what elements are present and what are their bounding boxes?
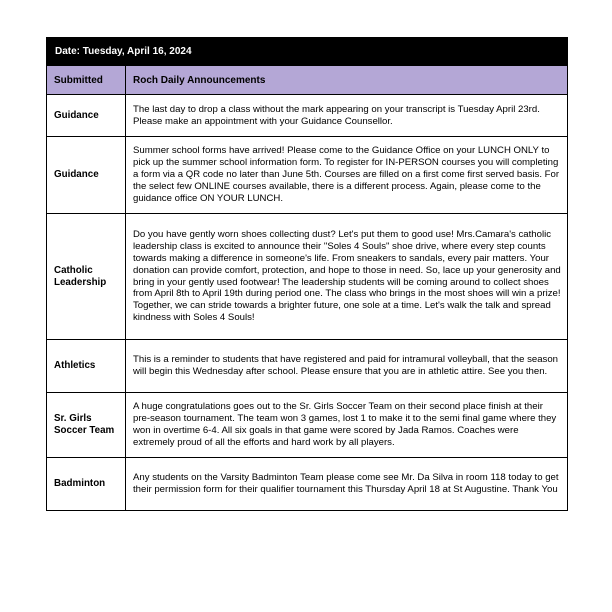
- table-row: [47, 393, 568, 458]
- date-label: Date: Tuesday, April 16, 2024: [47, 38, 568, 66]
- table-row: [47, 95, 568, 137]
- announcement-text: Summer school forms have arrived! Please come to the Guidance Office on your LUNCH ONLY to pick up the summer school information form. To register for IN-PERSON courses you will completing a form via a QR code no later than June 5th. Courses are filled on a first come first served basis. For the select few ONLINE courses available, there is a different process. Again, please come to the guidance office ON YOUR LUNCH.: [126, 137, 568, 214]
- announcement-text: Do you have gently worn shoes collecting dust? Let's put them to good use! Mrs.Camara's catholic leadership class is excited to announce their "Soles 4 Souls" shoe drive, where every step counts towards making a difference in someone's life. From sneakers to sandals, every pair matters. Your donation can provide comfort, protection, and hope to those in need. So, lace up your generosity and bring in your gently used footwear! The leadership students will be coming around to collect shoes from April 8th to April 19th during period one. The class who brings in the most shoes will win a prize! Together, we can stride towards a brighter future, one sole at a time. Let's walk the talk and spread kindness with Soles 4 Souls!: [126, 214, 568, 340]
- submitted-by: Guidance: [47, 137, 126, 214]
- announcement-text: Any students on the Varsity Badminton Team please come see Mr. Da Silva in room 118 today to get their permission form for their qualifier tournament this Thursday April 18 at St Augustine. Thank You: [126, 458, 568, 511]
- submitted-by: Sr. Girls Soccer Team: [47, 393, 126, 458]
- announcement-text: A huge congratulations goes out to the Sr. Girls Soccer Team on their second place finish at their pre-season tournament. The team won 3 games, lost 1 to make it to the semi final game where they won in overtime 6-4. All six goals in that game were scored by Jada Ramos. Coaches were extremely proud of all the efforts and hard work by all players.: [126, 393, 568, 458]
- announcements-table: [46, 37, 568, 511]
- header-row: [47, 66, 568, 95]
- submitted-by: Guidance: [47, 95, 126, 137]
- table-row: [47, 340, 568, 393]
- submitted-by: Badminton: [47, 458, 126, 511]
- table-row: [47, 214, 568, 340]
- table-row: [47, 458, 568, 511]
- submitted-by: Athletics: [47, 340, 126, 393]
- header-submitted: Submitted: [47, 66, 126, 95]
- header-announcements: Roch Daily Announcements: [126, 66, 568, 95]
- announcement-text: The last day to drop a class without the mark appearing on your transcript is Tuesday April 23rd. Please make an appointment with your Guidance Counsellor.: [126, 95, 568, 137]
- date-row: [47, 38, 568, 66]
- announcement-text: This is a reminder to students that have registered and paid for intramural volleyball, that the season will begin this Wednesday after school. Please ensure that you are in athletic attire. See you then.: [126, 340, 568, 393]
- table-row: [47, 137, 568, 214]
- submitted-by: Catholic Leadership: [47, 214, 126, 340]
